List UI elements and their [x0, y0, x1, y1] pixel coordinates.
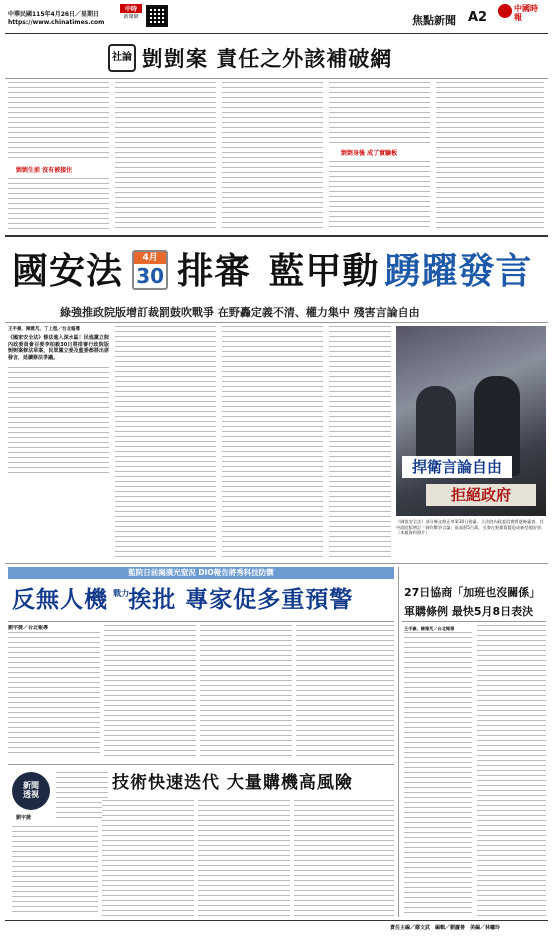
analysis-col-0 [56, 772, 108, 822]
editorial-col-2 [115, 82, 216, 232]
analysis-col-4 [294, 800, 394, 916]
website-url: https://www.chinatimes.com [8, 19, 105, 26]
drone-title-a: 反無人機 [12, 586, 108, 613]
issue-date: 中華民國115年4月26日／星期日 [8, 11, 100, 18]
right-column-divider [398, 567, 399, 917]
footer-credits: 責任主編／繆文武 編輯／劉慶善 美編／林嘯玲 [390, 925, 501, 931]
drone-title-b: 挨批 專家促多重預警 [128, 586, 354, 613]
photo-caption: 《國家安全法》部分條文修正草案30日排審，立法院內政委員會將逐條審查，其中政院版增訂「鼓吹戰爭言論」最高罰5百萬，引發在野黨質疑恐成新型國安罪。（本報資料照片） [396, 519, 546, 535]
drone-col-4 [296, 625, 394, 760]
drone-title-rule [8, 621, 394, 622]
drone-byline: 劉宇捷／台北報導 [8, 625, 49, 631]
editorial-title-rule [5, 78, 548, 79]
photo-banner-2: 拒絕政府 [426, 484, 536, 506]
footer-rule [5, 920, 548, 921]
analysis-top-rule [8, 764, 394, 765]
main-col-2 [115, 326, 216, 558]
main-col-3 [222, 326, 323, 558]
editorial-stamp [108, 44, 136, 72]
analysis-badge [12, 772, 50, 810]
main-byline: 王手豪、陳雅芃、丁上程／台北報導 [8, 327, 80, 332]
calendar-day: 30 [136, 264, 165, 288]
editorial-subhead-2: 剴剴身後 成了實驗板 [341, 150, 398, 157]
calendar-month: 4月 [134, 252, 166, 264]
drone-kicker-text: 監院日前揭漢光窒況 DIO報告將秀科技防禦 [128, 568, 274, 577]
editorial-col-5 [436, 82, 544, 232]
analysis-badge-line2: 透視 [23, 790, 39, 799]
overtime-headline-2: 軍購條例 最快5月8日表決 [404, 605, 534, 618]
section-label: 焦點新聞 [412, 14, 456, 27]
analysis-col-1 [12, 826, 98, 916]
headline-part-a: 國安法 [12, 250, 124, 292]
page-number: A2 [468, 10, 488, 25]
editorial-col-4 [329, 82, 430, 232]
drone-col-3 [200, 625, 292, 760]
overtime-col-2 [477, 625, 546, 917]
photo-banner-1: 捍衛言論自由 [402, 456, 512, 478]
drone-title-small: 戰力 [113, 589, 130, 598]
editorial-title: 剴剴案 責任之外該補破網 [142, 46, 393, 71]
main-bottom-rule [5, 563, 548, 564]
drone-col-1 [8, 625, 100, 760]
analysis-author: 劉宇捷 [16, 815, 32, 821]
main-lead: 《國家安全法》修法進入深水區！民進黨立院內政委員會召委李柏毅30日將排審行政院版剴剴案修法草案，民眾黨立委及藍委都將出席發言，延續修法爭議。 [8, 335, 109, 361]
protest-photo [396, 326, 546, 516]
main-subtitle: 綠強推政院版增訂裁罰鼓吹戰爭 在野轟定義不清、權力集中 殘害言論自由 [60, 306, 420, 319]
analysis-col-3 [198, 800, 290, 916]
drone-headline [12, 584, 396, 620]
editorial-bottom-rule [5, 235, 548, 237]
drone-col-2 [104, 625, 196, 760]
main-col-1 [8, 326, 109, 558]
header-divider [5, 33, 548, 34]
overtime-title-rule [402, 621, 546, 622]
overtime-headline-1: 27日協商「加班也沒關係」 [404, 586, 541, 599]
headline-part-c: 藍甲動 [268, 250, 380, 292]
qr-code-icon [146, 5, 168, 27]
newspaper-logo: 中國時報 [514, 4, 538, 22]
headline-part-b: 排審 [177, 250, 252, 292]
overtime-byline: 王手豪、陳雅芃／台北報導 [404, 626, 455, 631]
analysis-col-2 [102, 800, 194, 916]
editorial-stamp-text: 社論 [112, 52, 132, 63]
page-header [0, 0, 553, 34]
logo-emblem-icon [498, 4, 512, 18]
app-badge [120, 4, 142, 28]
main-headline [12, 246, 547, 298]
drone-kicker [8, 567, 394, 579]
main-col-4 [329, 326, 391, 558]
calendar-icon [132, 250, 168, 290]
editorial-subhead-1: 剴剴生前 沒有被接住 [16, 167, 73, 174]
main-subtitle-rule [5, 322, 548, 323]
headline-part-d: 踴躍發言 [384, 250, 533, 292]
editorial-col-3 [222, 82, 323, 232]
editorial-col-1 [8, 82, 109, 232]
app-badge-bottom: 新聞網 [123, 14, 139, 20]
analysis-badge-line1: 新聞 [23, 781, 39, 790]
app-badge-top: 中時 [120, 4, 142, 13]
analysis-headline: 技術快速迭代 大量購機高風險 [112, 773, 353, 793]
overtime-col-1 [404, 625, 472, 917]
